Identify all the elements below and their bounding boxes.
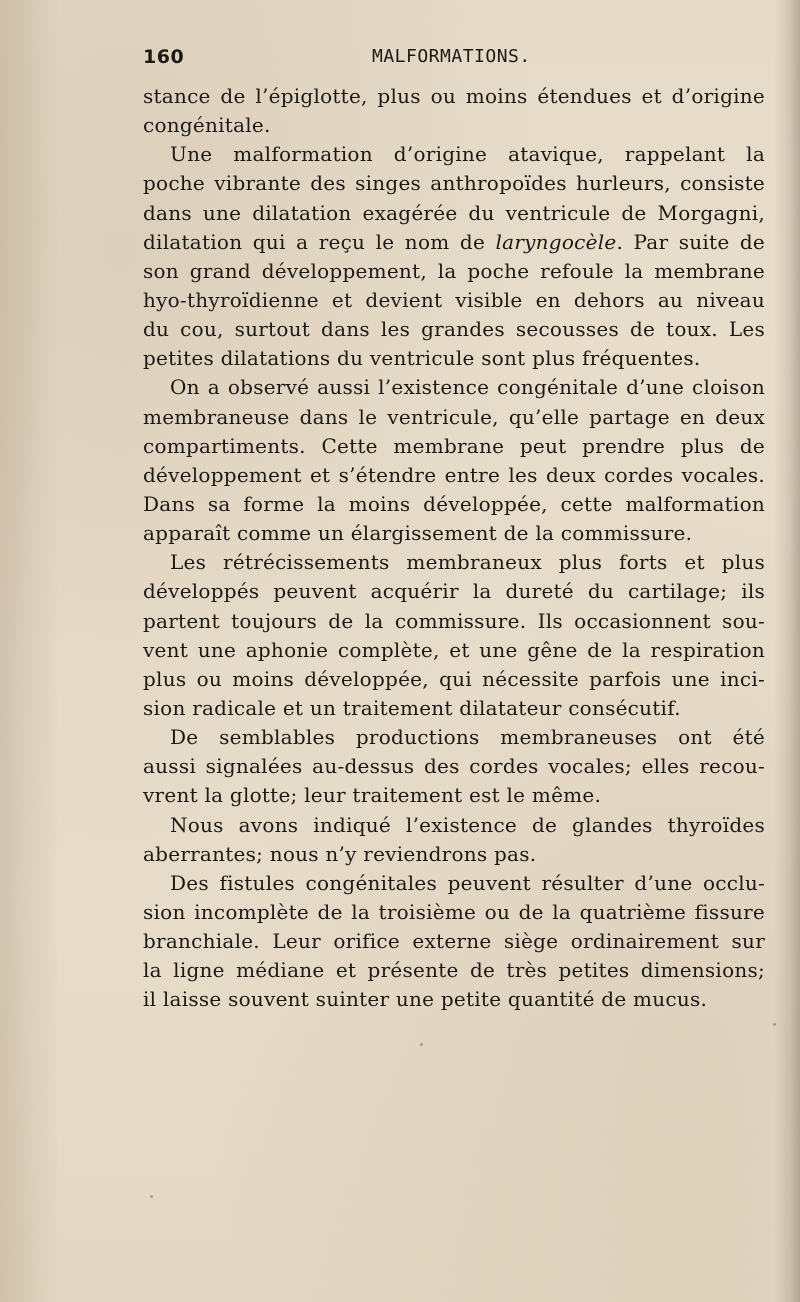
text-line: son grand développement, la poche refoule la membrane bbox=[143, 258, 765, 283]
text-line: la ligne médiane et présente de très petites dimensions; bbox=[143, 958, 765, 983]
running-head: MALFORMATIONS. bbox=[372, 46, 531, 67]
text-line: développement et s’étendre entre les deux cordes vocales. bbox=[143, 462, 765, 487]
text-line: développés peuvent acquérir la dureté du cartilage; ils bbox=[143, 579, 765, 604]
text-line: compartiments. Cette membrane peut prendre plus de bbox=[143, 433, 765, 458]
text-line: On a observé aussi l’existence congénitale d’une cloison bbox=[170, 375, 765, 400]
text-line: membraneuse dans le ventricule, qu’elle partage en deux bbox=[143, 404, 765, 429]
text-line: plus ou moins développée, qui nécessite parfois une inci- bbox=[143, 666, 765, 691]
paper-speck bbox=[420, 1043, 423, 1046]
text-line: congénitale. bbox=[143, 113, 271, 138]
text-line: apparaît comme un élargissement de la commissure. bbox=[143, 521, 693, 546]
text-line: poche vibrante des singes anthropoïdes hurleurs, consiste bbox=[143, 171, 765, 196]
text-line: De semblables productions membraneuses ont été bbox=[170, 725, 765, 750]
text-line: vent une aphonie complète, et une gêne de la respiration bbox=[143, 637, 765, 662]
text-line: Des fistules congénitales peuvent résulter d’une occlu- bbox=[170, 870, 765, 895]
text-line: dans une dilatation exagérée du ventricule de Morgagni, bbox=[143, 200, 765, 225]
text-line: Dans sa forme la moins développée, cette malformation bbox=[143, 491, 765, 516]
text-line: aberrantes; nous n’y reviendrons pas. bbox=[143, 841, 537, 866]
text-line: Une malformation d’origine atavique, rappelant la bbox=[170, 142, 765, 167]
text-line: aussi signalées au-dessus des cordes vocales; elles recou- bbox=[143, 754, 765, 779]
text-line: partent toujours de la commissure. Ils occasionnent sou- bbox=[143, 608, 765, 633]
page-edge-shading-right bbox=[774, 0, 800, 1302]
text-fragment: . Par suite de bbox=[616, 229, 765, 254]
text-fragment: dilatation qui a reçu le nom de bbox=[143, 229, 486, 254]
text-line: stance de l’épiglotte, plus ou moins étendues et d’origine bbox=[143, 84, 765, 108]
paper-speck bbox=[773, 1023, 776, 1026]
page-number: 160 bbox=[143, 46, 185, 68]
text-line: petites dilatations du ventricule sont plus fréquentes. bbox=[143, 346, 701, 371]
italic-term: laryngocèle bbox=[495, 229, 617, 254]
paper-speck bbox=[150, 1195, 153, 1198]
text-line: Nous avons indiqué l’existence de glandes thyroïdes bbox=[170, 812, 765, 837]
text-line: il laisse souvent suinter une petite quantité de mucus. bbox=[143, 987, 708, 1012]
text-line: sion radicale et un traitement dilatateur consécutif. bbox=[143, 695, 681, 720]
text-line: branchiale. Leur orifice externe siège ordinairement sur bbox=[143, 929, 765, 954]
body-text bbox=[143, 82, 765, 1015]
text-line: hyo-thyroïdienne et devient visible en dehors au niveau bbox=[143, 287, 765, 312]
text-line: vrent la glotte; leur traitement est le même. bbox=[143, 783, 602, 808]
text-line: Les rétrécissements membraneux plus forts et plus bbox=[170, 550, 765, 575]
text-line-with-term bbox=[143, 228, 765, 257]
page-header bbox=[143, 46, 765, 76]
page-edge-shading-left bbox=[0, 0, 60, 1302]
text-line: du cou, surtout dans les grandes secousses de toux. Les bbox=[143, 317, 765, 342]
text-line: sion incomplète de la troisième ou de la quatrième fissure bbox=[143, 899, 765, 924]
